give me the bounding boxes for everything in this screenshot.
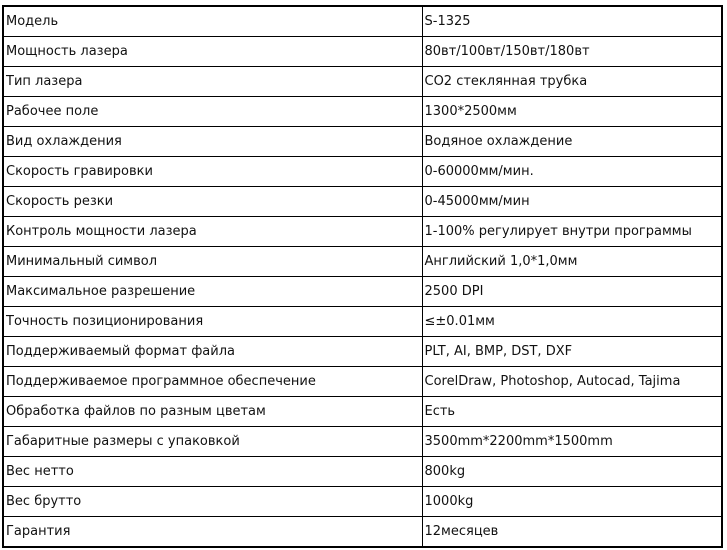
spec-label: Обработка файлов по разным цветам (3, 397, 422, 427)
table-row (3, 97, 722, 127)
spec-table (2, 5, 723, 548)
spec-value: 1000kg (422, 487, 722, 517)
spec-value: 80вт/100вт/150вт/180вт (422, 37, 722, 67)
table-row (3, 397, 722, 427)
spec-label: Поддерживаемое программное обеспечение (3, 367, 422, 397)
spec-label: Точность позиционирования (3, 307, 422, 337)
table-row (3, 6, 722, 37)
spec-label: Гарантия (3, 517, 422, 548)
spec-value: S-1325 (422, 6, 722, 37)
table-row (3, 517, 722, 548)
spec-table-wrapper (2, 5, 721, 548)
spec-value: CO2 стеклянная трубка (422, 67, 722, 97)
table-row (3, 127, 722, 157)
spec-value: 12месяцев (422, 517, 722, 548)
table-row (3, 277, 722, 307)
spec-label: Минимальный символ (3, 247, 422, 277)
spec-label: Вид охлаждения (3, 127, 422, 157)
spec-value: 2500 DPI (422, 277, 722, 307)
spec-value: PLT, AI, BMP, DST, DXF (422, 337, 722, 367)
spec-value: Водяное охлаждение (422, 127, 722, 157)
spec-value: 0-60000мм/мин. (422, 157, 722, 187)
spec-label: Тип лазера (3, 67, 422, 97)
spec-label: Мощность лазера (3, 37, 422, 67)
spec-label: Вес брутто (3, 487, 422, 517)
spec-value: 0-45000мм/мин (422, 187, 722, 217)
spec-value: 3500mm*2200mm*1500mm (422, 427, 722, 457)
table-row (3, 487, 722, 517)
spec-label: Скорость резки (3, 187, 422, 217)
table-row (3, 247, 722, 277)
spec-value: ≤±0.01мм (422, 307, 722, 337)
spec-value: 1300*2500мм (422, 97, 722, 127)
spec-label: Скорость гравировки (3, 157, 422, 187)
spec-table-body (3, 6, 722, 547)
spec-value: Английский 1,0*1,0мм (422, 247, 722, 277)
spec-value: 1-100% регулирует внутри программы (422, 217, 722, 247)
table-row (3, 217, 722, 247)
table-row (3, 337, 722, 367)
table-row (3, 457, 722, 487)
table-row (3, 67, 722, 97)
spec-label: Вес нетто (3, 457, 422, 487)
spec-value: Есть (422, 397, 722, 427)
spec-label: Рабочее поле (3, 97, 422, 127)
spec-label: Поддерживаемый формат файла (3, 337, 422, 367)
table-row (3, 427, 722, 457)
spec-label: Модель (3, 6, 422, 37)
spec-label: Максимальное разрешение (3, 277, 422, 307)
table-row (3, 367, 722, 397)
spec-label: Контроль мощности лазера (3, 217, 422, 247)
table-row (3, 307, 722, 337)
spec-value: 800kg (422, 457, 722, 487)
table-row (3, 187, 722, 217)
table-row (3, 37, 722, 67)
spec-value: CorelDraw, Photoshop, Autocad, Tajima (422, 367, 722, 397)
table-row (3, 157, 722, 187)
spec-label: Габаритные размеры с упаковкой (3, 427, 422, 457)
